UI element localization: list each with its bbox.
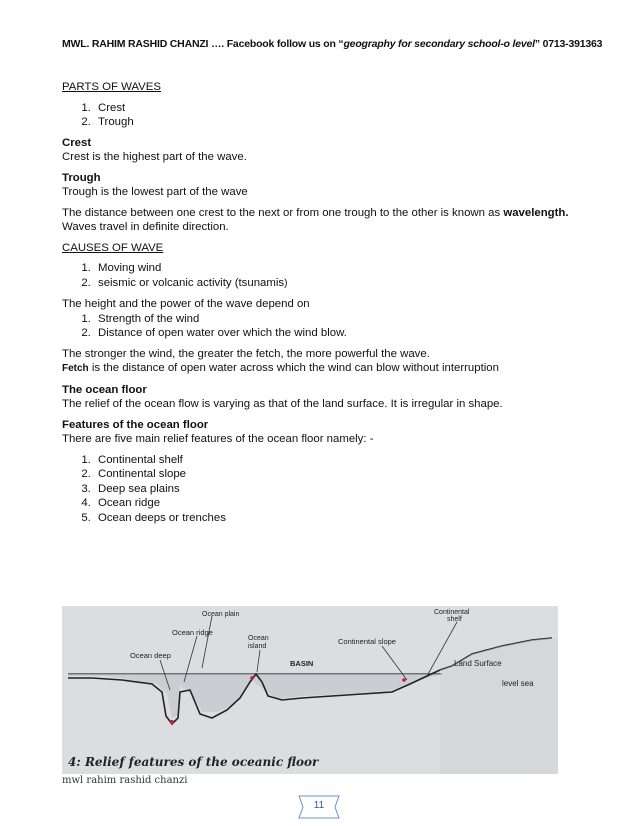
label-continental-shelf-2: shelf [447, 616, 462, 623]
list-item: 1. Continental shelf [94, 453, 607, 468]
crest-title: Crest [62, 136, 92, 149]
cause-text: seismic or volcanic activity (tsunamis [98, 276, 285, 289]
ocean-floor-text: The relief of the ocean flow is varying as that of the land surface. It is irregular in shape. [62, 398, 503, 410]
features-list [62, 453, 607, 526]
header-emphasis: geography for secondary school-o level [343, 38, 535, 50]
document-body [62, 80, 607, 525]
list-item: 5. Ocean deeps or trenches [94, 511, 607, 526]
red-mark-island [250, 676, 254, 680]
fetch-text: is the distance of open water across which the wind can blow without interruption [88, 362, 499, 374]
fetch-paragraph [62, 361, 607, 377]
label-ocean-plain: Ocean plain [202, 611, 240, 618]
label-continental-slope: Continental slope [338, 637, 396, 646]
parts-heading: PARTS OF WAVES [62, 81, 161, 93]
label-sea-level: level sea [502, 679, 534, 688]
label-ocean-island-1: Ocean [248, 635, 269, 642]
label-land-surface: Land Surface [454, 659, 502, 668]
height-list [62, 312, 607, 341]
fetch-term: Fetch [62, 363, 89, 374]
label-basin: BASIN [290, 659, 314, 668]
label-ocean-island-2: island [248, 643, 267, 650]
pointer-ocean-island [257, 650, 260, 672]
stronger-text: The stronger the wind, the greater the fetch, the more powerful the wave. [62, 347, 430, 360]
wavelength-paragraph [62, 206, 607, 221]
list-item: 1. Moving wind [94, 261, 607, 276]
label-continental-shelf-1: Continental [434, 609, 470, 616]
red-mark-slope [402, 678, 406, 682]
page-number: 11 [313, 800, 325, 811]
pointer-ocean-plain [202, 616, 212, 668]
list-item: 2. Trough [94, 115, 607, 130]
features-title: Features of the ocean floor [62, 418, 209, 431]
footer-author: mwl rahim rashid chanzi [62, 775, 188, 786]
page-number-box [298, 795, 340, 819]
list-item [94, 276, 607, 292]
list-item: 3. Deep sea plains [94, 482, 607, 497]
list-item: 2. Distance of open water over which the wind blow. [94, 326, 607, 341]
wavelength-text: The distance between one crest to the next or from one trough to the other is known as [62, 206, 504, 219]
ocean-floor-title: The ocean floor [62, 383, 147, 396]
label-ocean-ridge: Ocean ridge [172, 628, 213, 637]
causes-list [62, 261, 607, 291]
cause-close: ) [284, 277, 288, 289]
crest-text: Crest is the highest part of the wave. [62, 151, 247, 163]
page-header [62, 38, 602, 50]
list-item: 4. Ocean ridge [94, 496, 607, 511]
parts-list [62, 101, 607, 130]
trough-text: Trough is the lowest part of the wave [62, 186, 248, 198]
ocean-floor-diagram [62, 606, 558, 774]
list-item: 1. Strength of the wind [94, 312, 607, 327]
list-item: 1. Crest [94, 101, 607, 116]
height-intro: The height and the power of the wave depend on [62, 298, 310, 310]
ocean-floor-figure [62, 606, 558, 774]
trough-title: Trough [62, 171, 101, 184]
red-mark-deep [170, 720, 174, 724]
header-prefix: MWL. RAHIM RASHID CHANZI …. Facebook follow us on “ [62, 38, 344, 50]
header-suffix: ” 0713-391363 [534, 38, 603, 50]
label-ocean-deep: Ocean deep [130, 651, 171, 660]
wavelength-line2: Waves travel in definite direction. [62, 221, 229, 233]
features-intro: There are five main relief features of the ocean floor namely: - [62, 433, 374, 445]
wavelength-term: wavelength. [503, 206, 569, 219]
figure-caption: 4: Relief features of the oceanic floor [68, 755, 319, 769]
list-item: 2. Continental slope [94, 467, 607, 482]
causes-heading: CAUSES OF WAVE [62, 241, 164, 254]
